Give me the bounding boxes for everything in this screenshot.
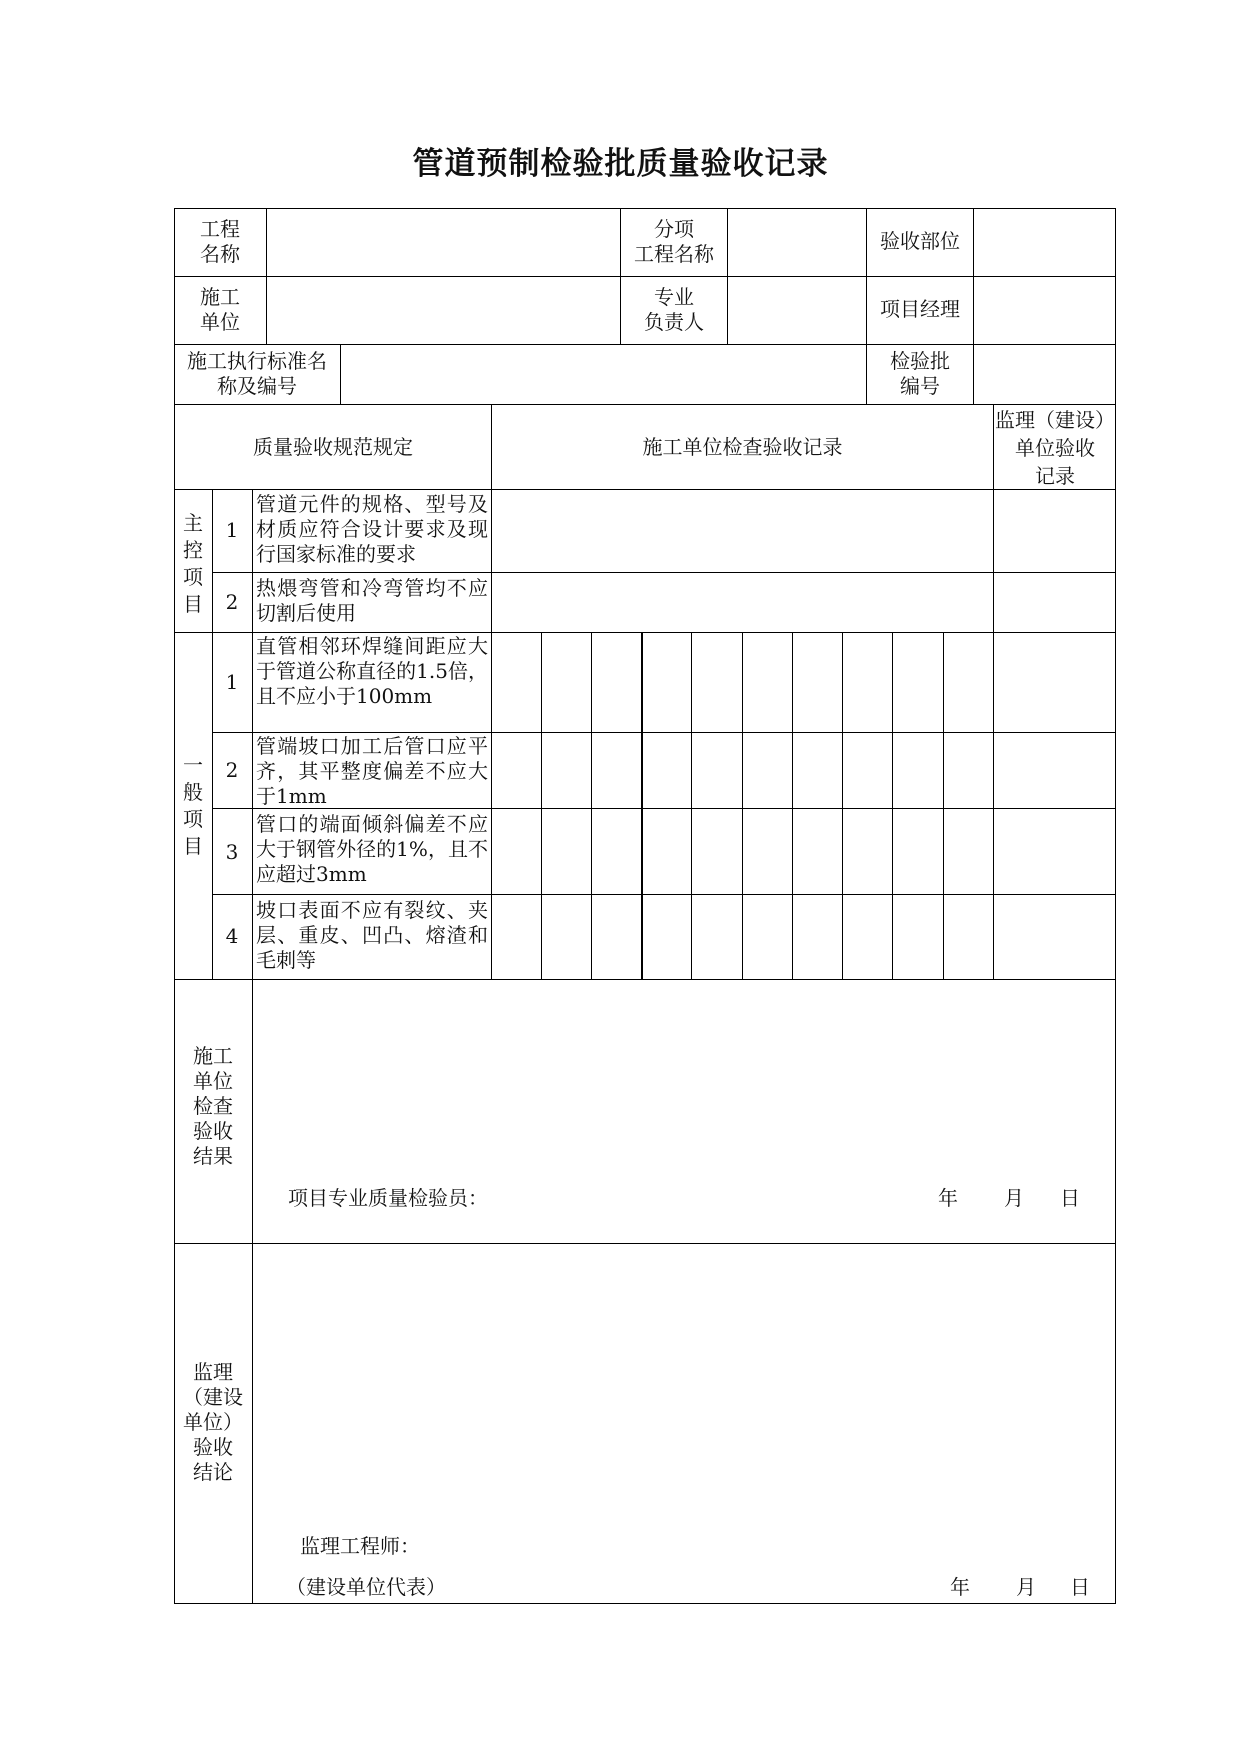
project-name-label: 工程 名称: [200, 217, 240, 266]
main-item-text: 管道元件的规格、型号及材质应符合设计要求及现行国家标准的要求: [256, 492, 488, 566]
general-item-number: 1: [225, 670, 239, 694]
owner-representative-label: （建设单位代表）: [286, 1575, 446, 1599]
general-item-number: 4: [225, 924, 239, 948]
general-item-text: 管端坡口加工后管口应平齐，其平整度偏差不应大于1mm: [256, 734, 488, 808]
construction-result-label: 施工 单位 检查 验收 结果: [193, 1044, 233, 1168]
main-item-number: 1: [225, 518, 239, 542]
general-items-group-label: 一 般 项 目: [183, 753, 203, 858]
main-item-text: 热煨弯管和冷弯管均不应切割后使用: [256, 576, 488, 625]
engineer-date-year: 年: [950, 1575, 970, 1599]
engineer-date-month: 月: [1016, 1575, 1036, 1599]
general-item-number: 3: [225, 840, 239, 864]
spec-column-header: 质量验收规范规定: [253, 435, 413, 459]
sub-project-label: 分项 工程名称: [634, 217, 714, 266]
record-column-header: 施工单位检查验收记录: [642, 435, 843, 459]
acceptance-part-label: 验收部位: [880, 229, 960, 253]
construction-unit-label: 施工 单位: [200, 285, 240, 334]
supervision-result-label: 监理 （建设 单位） 验收 结论: [183, 1360, 243, 1484]
standard-label: 施工执行标准名 称及编号: [187, 349, 327, 398]
general-item-text: 管口的端面倾斜偏差不应大于钢管外径的1%，且不应超过3mm: [256, 812, 488, 886]
batch-number-label: 检验批 编号: [890, 349, 950, 398]
inspector-date-month: 月: [1004, 1186, 1024, 1210]
supervision-engineer-label: 监理工程师：: [300, 1534, 420, 1558]
quality-inspector-label: 项目专业质量检验员：: [288, 1186, 488, 1210]
project-manager-label: 项目经理: [880, 297, 960, 321]
main-item-number: 2: [225, 590, 239, 614]
general-item-text: 直管相邻环焊缝间距应大于管道公称直径的1.5倍，且不应小于100mm: [256, 634, 488, 708]
general-item-number: 2: [225, 758, 239, 782]
inspector-date-day: 日: [1060, 1186, 1080, 1210]
main-items-group-label: 主 控 项 目: [183, 511, 203, 616]
form-title: 管道预制检验批质量验收记录: [412, 146, 829, 182]
specialty-lead-label: 专业 负责人: [644, 285, 704, 334]
general-item-text: 坡口表面不应有裂纹、夹层、重皮、凹凸、熔渣和毛刺等: [256, 898, 488, 972]
supervision-column-header: 监理（建设） 单位验收 记录: [995, 408, 1115, 488]
engineer-date-day: 日: [1070, 1575, 1090, 1599]
inspector-date-year: 年: [938, 1186, 958, 1210]
